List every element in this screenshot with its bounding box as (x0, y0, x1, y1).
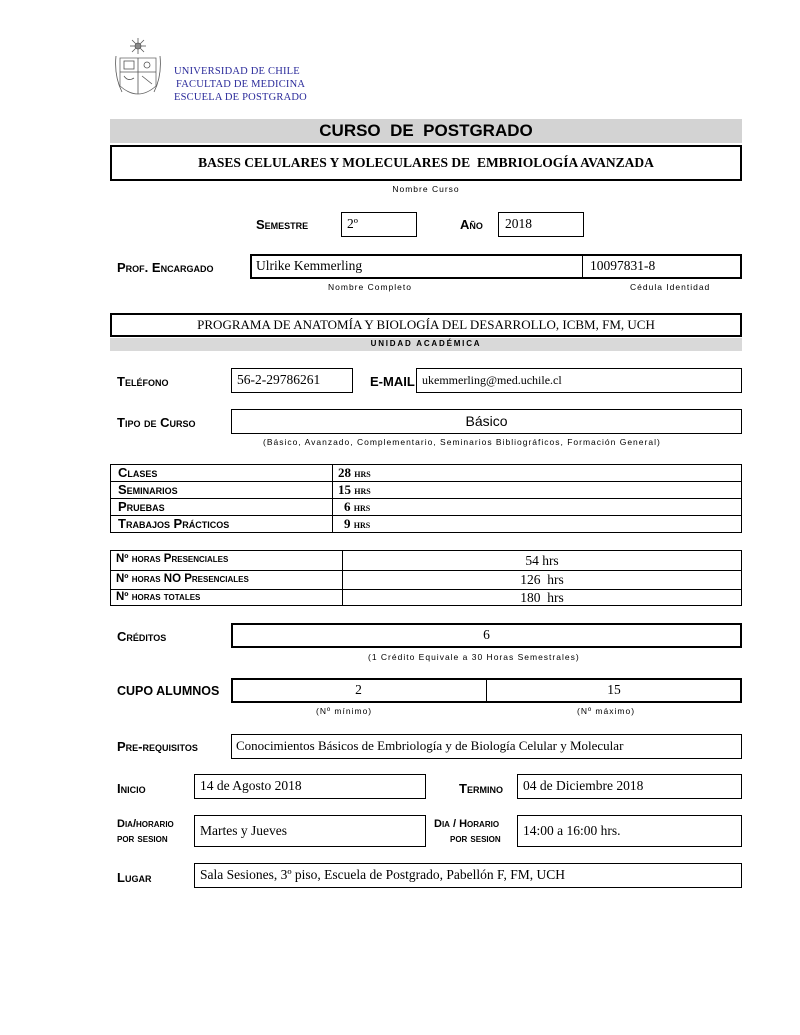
year-value: 2018 (505, 216, 532, 231)
capacity-min-caption: (Nº mínimo) (316, 706, 373, 716)
year-label: Año (460, 217, 483, 232)
capacity-max-caption: (Nº máximo) (577, 706, 636, 716)
hours-practicos-label: Trabajos Prácticos (118, 516, 230, 531)
hours-unit: hrs (354, 468, 371, 480)
hours-value-number: 28 (338, 465, 351, 480)
course-type-value: Básico (465, 413, 508, 429)
university-name: UNIVERSIDAD DE CHILE (174, 66, 300, 77)
hours-seminarios-label: Seminarios (118, 482, 178, 497)
hours-pruebas-label: Pruebas (118, 499, 165, 514)
professor-id: 10097831-8 (590, 258, 656, 273)
hours-col-divider (332, 464, 333, 533)
capacity-max-value: 15 (607, 682, 621, 697)
course-type-label: Tipo de Curso (117, 415, 196, 430)
credits-label: Créditos (117, 629, 167, 644)
university-seal-logo (114, 36, 162, 110)
hours-practicos-value (344, 516, 370, 532)
academic-unit-caption: UNIDAD ACADÉMICA (370, 339, 482, 348)
hours-row-divider (110, 481, 742, 482)
hours-clases-label: Clases (118, 465, 158, 480)
time-schedule-label-1: Dia / Horario (434, 818, 500, 830)
email-label: E-MAIL (370, 374, 415, 389)
days-value: Martes y Jueves (200, 823, 287, 838)
phone-value: 56-2-29786261 (237, 372, 321, 387)
hours-nonpresential-label: Nº horas NO Presenciales (116, 573, 249, 585)
credits-caption: (1 Crédito Equivale a 30 Horas Semestrales) (368, 652, 580, 662)
professor-divider (582, 254, 583, 279)
hours-clases-value (338, 465, 371, 481)
hours-value-number: 6 (344, 499, 351, 514)
day-schedule-label-2: por sesion (117, 833, 168, 845)
prerequisites-label: Pre-requisitos (117, 739, 198, 754)
semester-label: Semestre (256, 217, 309, 232)
hours-presential-value: 54 hrs (525, 553, 559, 568)
course-name: BASES CELULARES Y MOLECULARES DE EMBRIOLOGÍA AVANZADA (198, 155, 654, 170)
end-value: 04 de Diciembre 2018 (523, 778, 644, 793)
email-value: ukemmerling@med.uchile.cl (422, 373, 562, 387)
hours-total-value: 180 hrs (520, 590, 564, 605)
hours-seminarios-value (338, 482, 371, 498)
professor-name: Ulrike Kemmerling (256, 258, 363, 273)
hours-pruebas-value (344, 499, 370, 515)
time-value: 14:00 a 16:00 hrs. (523, 823, 621, 838)
academic-unit-value: PROGRAMA DE ANATOMÍA Y BIOLOGÍA DEL DESARROLLO, ICBM, FM, UCH (197, 317, 655, 332)
prerequisites-value: Conocimientos Básicos de Embriología y de Biología Celular y Molecular (236, 738, 624, 753)
course-name-caption: Nombre Curso (392, 184, 460, 194)
credits-value: 6 (483, 627, 490, 642)
totals-row-divider (110, 570, 742, 571)
hours-unit: hrs (353, 519, 371, 531)
banner-title: CURSO DE POSTGRADO (319, 121, 533, 140)
hours-presential-label: Nº horas Presenciales (116, 553, 229, 565)
capacity-label: CUPO ALUMNOS (117, 684, 220, 698)
start-value: 14 de Agosto 2018 (200, 778, 302, 793)
hours-nonpresential-value: 126 hrs (520, 572, 564, 587)
time-schedule-label-2: por sesion (450, 833, 501, 845)
hours-unit: hrs (354, 485, 371, 497)
hours-unit: hrs (353, 502, 371, 514)
end-label: Termino (459, 781, 503, 796)
location-label: Lugar (117, 870, 152, 885)
location-value: Sala Sesiones, 3º piso, Escuela de Postgrado, Pabellón F, FM, UCH (200, 867, 565, 882)
professor-label: Prof. Encargado (117, 260, 214, 275)
hours-total-label: Nº horas totales (116, 591, 201, 603)
professor-name-caption: Nombre Completo (328, 282, 412, 292)
phone-label: Teléfono (117, 374, 169, 389)
hours-row-divider (110, 498, 742, 499)
hours-value-number: 15 (338, 482, 351, 497)
hours-value-number: 9 (344, 516, 351, 531)
start-label: Inicio (117, 781, 146, 796)
capacity-min-value: 2 (355, 682, 362, 697)
professor-id-caption: Cédula Identidad (630, 282, 711, 292)
course-type-caption: (Básico, Avanzado, Complementario, Seminarios Bibliográficos, Formación General) (263, 437, 661, 447)
semester-value: 2º (347, 216, 358, 231)
school-name: ESCUELA DE POSTGRADO (174, 92, 307, 103)
faculty-name: FACULTAD DE MEDICINA (176, 79, 306, 90)
day-schedule-label-1: Dia/horario (117, 818, 174, 830)
